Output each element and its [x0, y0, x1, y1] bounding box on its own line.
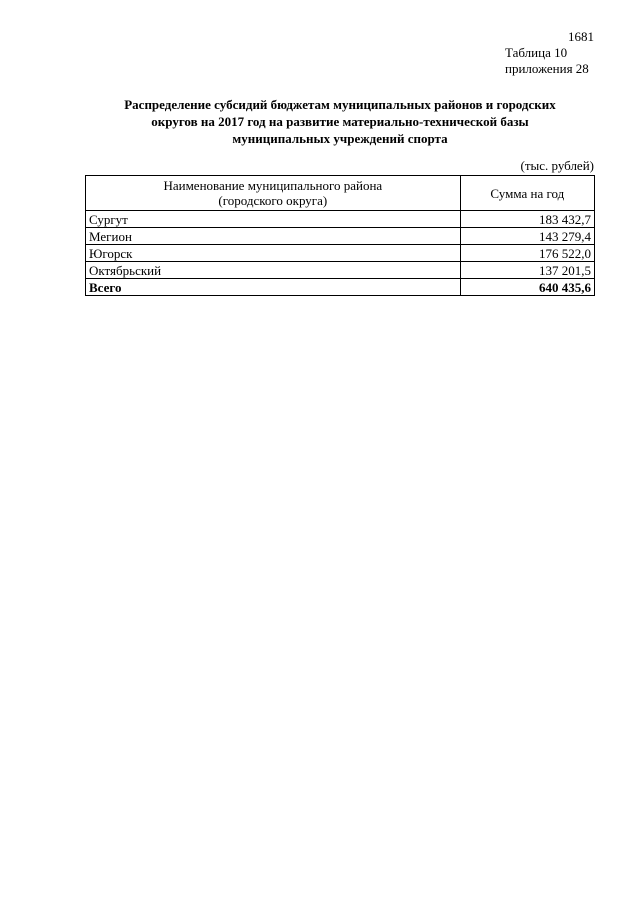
row-name: Сургут [86, 211, 461, 228]
table-row [86, 245, 595, 262]
table-row [86, 211, 595, 228]
total-name: Всего [86, 279, 461, 296]
row-sum: 176 522,0 [460, 245, 594, 262]
column-header-name [86, 176, 461, 211]
row-sum: 137 201,5 [460, 262, 594, 279]
column-header-name-line-2: (городского округа) [218, 193, 328, 208]
subsidy-table [85, 175, 595, 296]
page-number: 1681 [568, 29, 594, 44]
document-title [60, 96, 620, 147]
unit-label: (тыс. рублей) [520, 158, 594, 173]
table-header-row [86, 176, 595, 211]
column-header-sum: Сумма на год [460, 176, 594, 211]
row-sum: 183 432,7 [460, 211, 594, 228]
row-name: Мегион [86, 228, 461, 245]
table-total-row [86, 279, 595, 296]
table-row [86, 262, 595, 279]
title-line-2: округов на 2017 год на развитие материально-технической базы [151, 114, 529, 129]
total-sum: 640 435,6 [460, 279, 594, 296]
title-line-3: муниципальных учреждений спорта [232, 131, 448, 146]
row-name: Октябрьский [86, 262, 461, 279]
table-reference [505, 45, 589, 77]
table-label: Таблица 10 [505, 45, 568, 60]
column-header-name-line-1: Наименование муниципального района [163, 178, 383, 193]
row-name: Югорск [86, 245, 461, 262]
row-sum: 143 279,4 [460, 228, 594, 245]
appendix-label: приложения 28 [505, 61, 589, 76]
title-line-1: Распределение субсидий бюджетам муниципальных районов и городских [124, 97, 556, 112]
table-row [86, 228, 595, 245]
